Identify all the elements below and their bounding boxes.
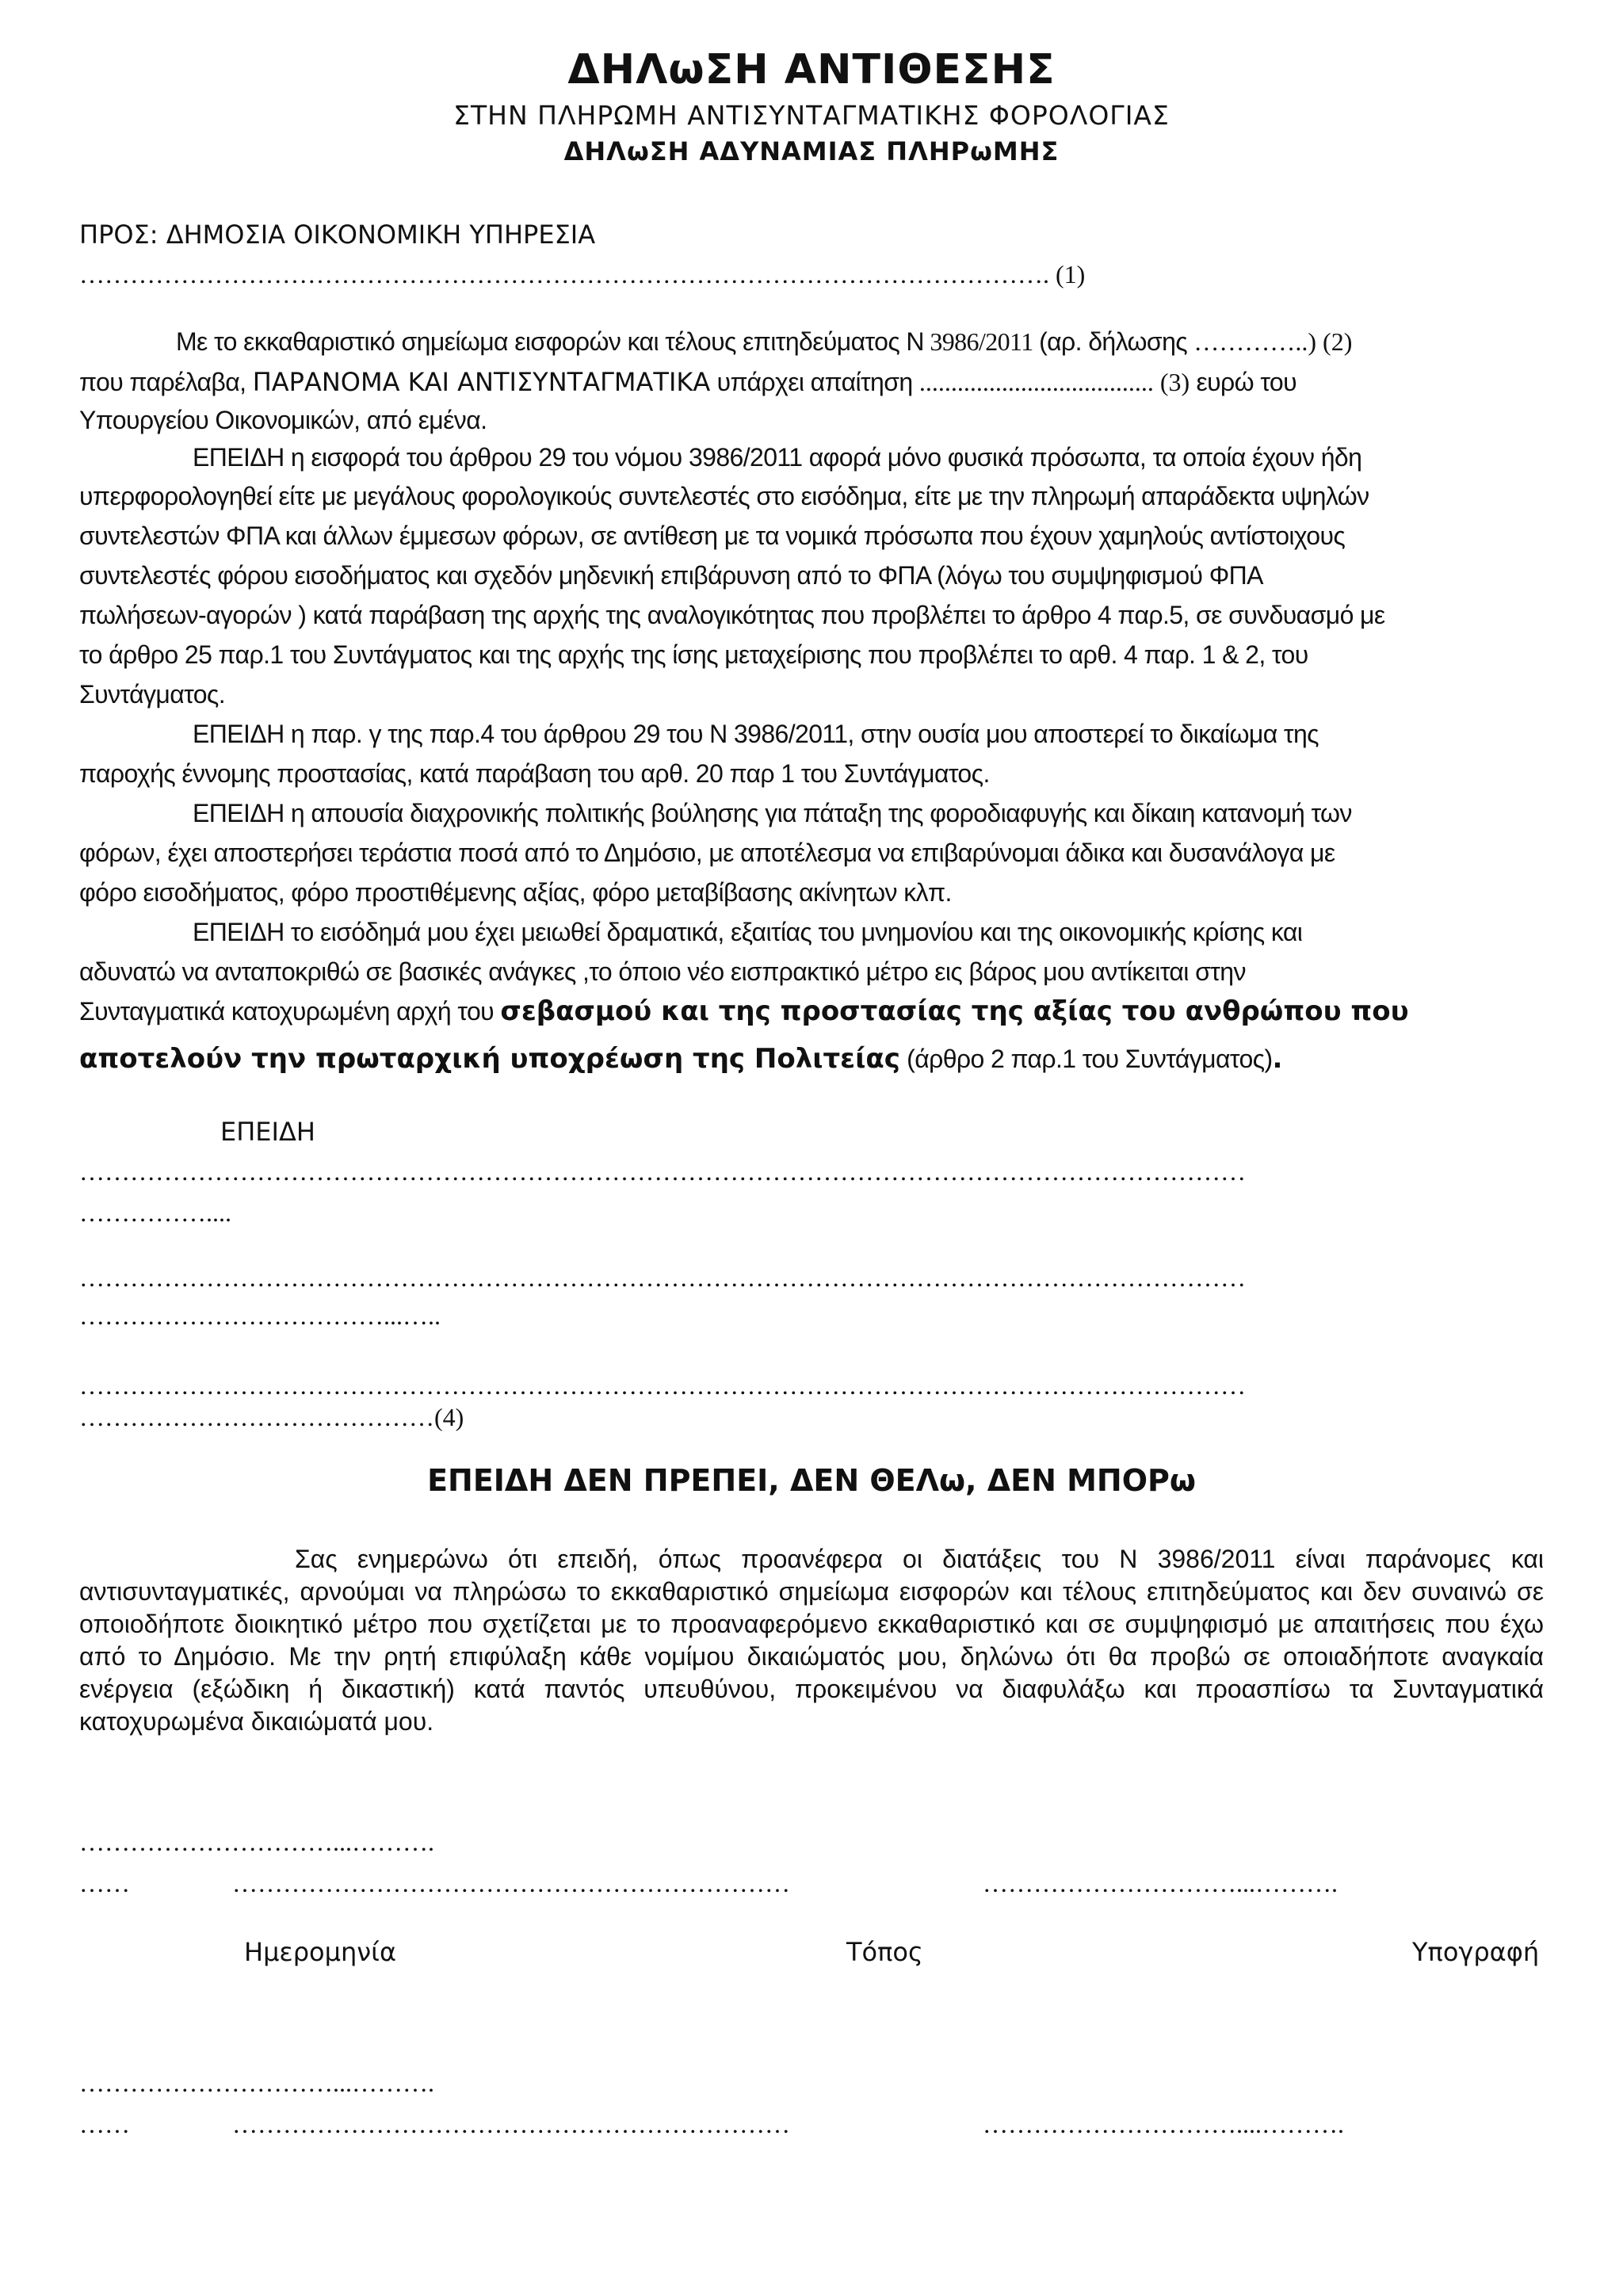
dignity-emphasis-1: σεβασμού και της προστασίας της αξίας του ανθρώπου που: [500, 995, 1409, 1027]
body-line-3: Υπουργείου Οικονομικών, από εμένα.: [79, 406, 487, 434]
body-line-1: [176, 326, 1352, 357]
p1-line-5: πωλήσεων-αγορών ) κατά παράβαση της αρχής της αναλογικότητας που προβλέπει το άρθρο 4 παρ.5, σε συνδυασμό με: [79, 601, 1385, 629]
p1-line-6: το άρθρο 25 παρ.1 του Συντάγματος και της αρχής της ίσης μεταχείρισης που προβλέπει το αρθ. 4 παρ. 1 & 2, του: [79, 640, 1308, 669]
p3-line-1: ΕΠΕΙΔΗ η απουσία διαχρονικής πολιτικής βούλησης για πάταξη της φοροδιαφυγής και δίκαιη κατανομή των: [193, 799, 1352, 827]
p4-line-4: [79, 1043, 1282, 1075]
p2-line-1: ΕΠΕΙΔΗ η παρ. γ της παρ.4 του άρθρου 29 του Ν 3986/2011, στην ουσία μου αποστερεί το δικαίωμα της: [193, 720, 1319, 748]
p4-line-4-text: (άρθρο 2 παρ.1 του Συντάγματος): [899, 1045, 1273, 1073]
signature-blank-3: …………………………...……….: [79, 2069, 434, 2097]
refusal-statement: [79, 1543, 1544, 1738]
date-label: Ημερομηνία: [244, 1937, 397, 1967]
p4-line-3-text: Συνταγματικά κατοχυρωμένη αρχή του: [79, 997, 501, 1026]
epeidi-blank-6: ……………………………………(4): [79, 1403, 464, 1431]
p2-line-2: παροχής έννομης προστασίας, κατά παράβαση του αρθ. 20 παρ 1 του Συντάγματος.: [79, 759, 990, 788]
illegal-emphasis: ΠΑΡΑΝΟΜΑ ΚΑΙ ΑΝΤΙΣΥΝΤΑΓΜΑΤΙΚΑ: [252, 367, 711, 397]
place-blank: …………………………………………………………: [232, 1869, 790, 1897]
law-number: 3986/2011: [923, 327, 1040, 356]
p1-line-4: συντελεστές φόρου εισοδήματος και σχεδόν μηδενική επιβάρυνση από το ΦΠΑ (λόγω του συμψηφισμού ΦΠΑ: [79, 561, 1263, 590]
p1-line-2: υπερφορολογηθεί είτε με μεγάλους φορολογικούς συντελεστές στο εισόδημα, είτε με την πληρωμή απαράδεκτα υψηλών: [79, 482, 1369, 510]
p1-line-1: ΕΠΕΙΔΗ η εισφορά του άρθρου 29 του νόμου 3986/2011 αφορά μόνο φυσικά πρόσωπα, τα οποία έχουν ήδη: [193, 443, 1362, 472]
epeidi-blank-1: …………………………………………………………………………………………………………………………: [79, 1157, 1246, 1186]
p3-line-3: φόρο εισοδήματος, φόρο προστιθέμενης αξίας, φόρο μεταβίβασης ακίνητων κλπ.: [79, 878, 952, 907]
place-label: Τόπος: [846, 1937, 923, 1967]
p4-line-3: [79, 995, 1409, 1027]
p4-line-2: αδυνατώ να ανταποκριθώ σε βασικές ανάγκες ,το όποιο νέο εισπρακτικό μέτρο εις βάρος μου αντίκειται στην: [79, 957, 1246, 986]
dignity-emphasis-2: αποτελούν την πρωταρχική υποχρέωση της Πολιτείας: [79, 1043, 900, 1075]
epeidi-blank-3: …………………………………………………………………………………………………………………………: [79, 1263, 1246, 1292]
signature-blank-4b: …………………………………………………………: [232, 2110, 790, 2138]
p4-line-1: ΕΠΕΙΔΗ το εισόδημά μου έχει μειωθεί δραματικά, εξαιτίας του μνημονίου και της οικονομικής κρίσης και: [193, 918, 1303, 946]
body-line-1c: (αρ. δήλωσης: [1039, 327, 1194, 356]
signature-blank-4a: ……: [79, 2110, 130, 2138]
p4-final-dot: .: [1272, 1043, 1283, 1075]
epeidi-blank-4: ………………………………...…..: [79, 1301, 441, 1330]
signature-blank-1: …………………………...……….: [79, 1828, 434, 1856]
epeidi-blank-5: …………………………………………………………………………………………………………………………: [79, 1371, 1246, 1400]
body-line-2c: υπάρχει απαίτηση: [710, 368, 919, 396]
epeidi-label: ΕΠΕΙΔΗ: [220, 1117, 315, 1147]
refusal-statement-text: Σας ενημερώνω ότι επειδή, όπως προανέφερα οι διατάξεις του Ν 3986/2011 είναι παράνομες και αντισυνταγματικές, αρνούμαι να πληρώσω το εκκαθαριστικό σημείωμα εισφορών και τέλους επιτηδεύματος και δεν συναινώ σε οποιοδήποτε διοικητικό μέτρο που σχετίζεται με το προαναφερόμενο εκκαθαριστικό και σε συμψηφισμό με απαιτήσεις που έχω από το Δημόσιο. Με την ρητή επιφύλαξη κάθε νομίμου δικαιώματός μου, δηλώνω ότι θα προβώ σε οποιαδήποτε αναγκαία ενέργεια (εξώδικη ή δικαστική) κατά παντός υπευθύνου, προκειμένου να διαφυλάξω και προασπίσω τα Συνταγματικά κατοχυρωμένα δικαιώματά μου.: [79, 1545, 1544, 1736]
signature-blank-4c: …………………………....……….: [983, 2110, 1344, 2138]
epeidi-blank-2: ……………....: [79, 1198, 231, 1227]
body-line-2a: που παρέλαβα,: [79, 368, 253, 396]
p1-line-7: Συντάγματος.: [79, 680, 226, 709]
body-line-2: [79, 366, 1296, 398]
recipient-label: ΠΡΟΣ: ΔΗΜΟΣΙΑ ΟΙΚΟΝΟΜΙΚΗ ΥΠΗΡΕΣΙΑ: [79, 220, 596, 250]
signature-blank-2a: ……: [79, 1869, 130, 1897]
document-title: ΔΗΛωΣΗ ΑΝΤΙΘΕΣΗΣ: [567, 46, 1056, 94]
recipient-blank: ……………………………………………………………………………………………………. (1): [79, 260, 1086, 288]
p1-line-3: συντελεστών ΦΠΑ και άλλων έμμεσων φόρων, σε αντίθεση με τα νομικά πρόσωπα που έχουν χαμηλούς αντίστοιχους: [79, 521, 1346, 550]
signature-blank-2c: …………………………...……….: [983, 1869, 1338, 1897]
body-line-2e: ευρώ του: [1190, 368, 1297, 396]
declaration-number-blank: …………..) (2): [1193, 327, 1353, 356]
document-subtitle: ΣΤΗΝ ΠΛΗΡΩΜΗ ΑΝΤΙΣΥΝΤΑΓΜΑΤΙΚΗΣ ΦΟΡΟΛΟΓΙΑΣ: [453, 100, 1170, 131]
p3-line-2: φόρων, έχει αποστερήσει τεράστια ποσά από το Δημόσιο, με αποτέλεσμα να επιβαρύνομαι άδικα και δυσανάλογα με: [79, 839, 1335, 867]
amount-blank: ..................................... (3): [918, 368, 1190, 396]
body-line-1a: Με το εκκαθαριστικό σημείωμα εισφορών και τέλους επιτηδεύματος Ν: [176, 327, 924, 356]
signature-label: Υπογραφή: [1412, 1937, 1540, 1967]
document-subtitle-2: ΔΗΛωΣΗ ΑΔΥΝΑΜΙΑΣ ΠΛΗΡωΜΗΣ: [563, 136, 1060, 166]
section-heading: ΕΠΕΙΔΗ ΔΕΝ ΠΡΕΠΕΙ, ΔΕΝ ΘΕΛω, ΔΕΝ ΜΠΟΡω: [427, 1463, 1196, 1498]
